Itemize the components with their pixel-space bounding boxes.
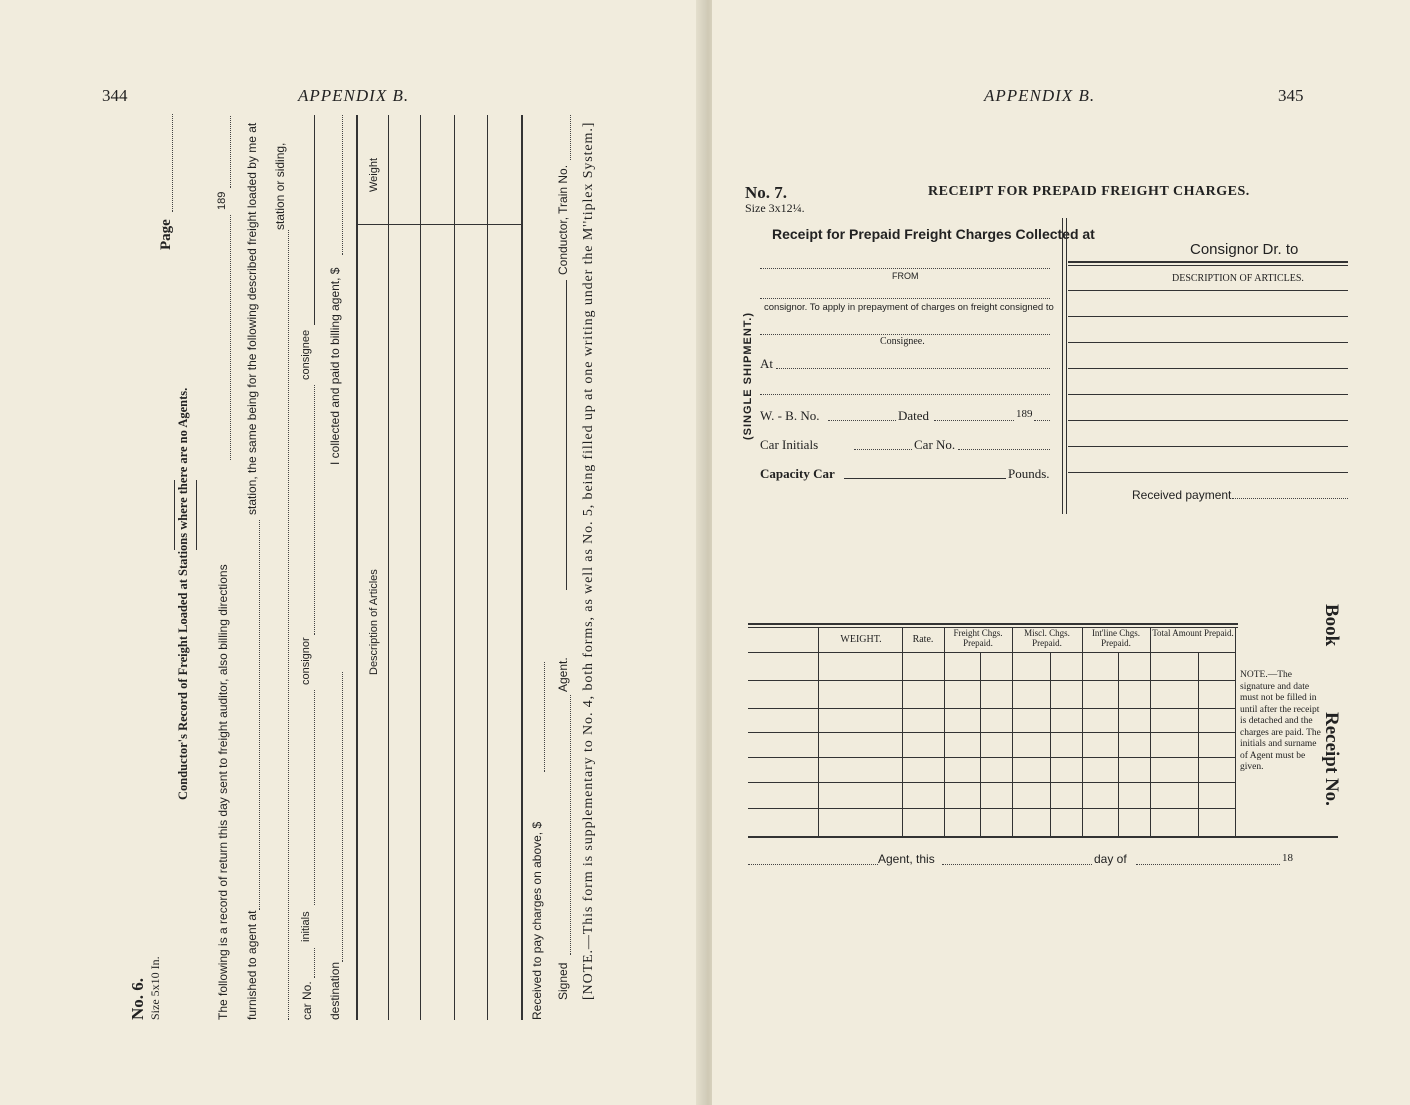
- year-label-7: 189: [1016, 408, 1033, 420]
- col-description: Description of Articles: [368, 569, 380, 675]
- received-payment-label: Received payment: [1132, 488, 1232, 502]
- form-number-7: No. 7.: [745, 183, 788, 202]
- station-siding: station or siding,: [273, 142, 287, 230]
- conductor-label: Conductor, Train No.: [556, 164, 570, 275]
- pounds-label: Pounds.: [1008, 466, 1050, 481]
- th-total: Total Amount Prepaid.: [1152, 628, 1234, 638]
- consignee-label: consignee: [300, 329, 312, 380]
- table-note: NOTE.—The signature and date must not be filled in until after the receipt is detached and the charges are paid. The initials and surname of Agent must be given.: [1240, 670, 1321, 772]
- description-label: DESCRIPTION OF ARTICLES.: [1172, 273, 1304, 284]
- car-initials-label: Car Initials: [760, 437, 819, 452]
- form-no-6: [120, 110, 620, 1020]
- signed-label: Signed: [556, 962, 570, 1000]
- receipt-no-label: Receipt No.: [1321, 712, 1342, 806]
- form-size-7: Size 3x12¼.: [745, 201, 805, 215]
- year-end-label: 18: [1282, 852, 1293, 864]
- year-label: 189: [216, 191, 228, 210]
- capacity-label: Capacity Car: [760, 466, 835, 481]
- running-head-left: APPENDIX B.: [298, 86, 410, 105]
- station-line: station, the same being for the following described freight loaded by me at: [245, 122, 259, 515]
- form-note: [NOTE.—This form is supplementary to No. 4, both forms, as well as No. 5, being filled up at one writing under the M''tiplex System.]: [581, 121, 596, 1000]
- page-number-left: 344: [102, 86, 128, 105]
- th-freight: Freight Chgs. Prepaid.: [953, 628, 1003, 648]
- running-head-right: APPENDIX B.: [984, 86, 1096, 105]
- th-rate: Rate.: [912, 634, 934, 645]
- th-intline: Int'line Chgs. Prepaid.: [1091, 628, 1141, 648]
- th-weight: WEIGHT.: [840, 634, 882, 645]
- consignor-line: consignor. To apply in prepayment of charges on freight consigned to: [764, 302, 1054, 313]
- car-no-label: car No.: [300, 981, 314, 1020]
- destination-label: destination: [328, 961, 342, 1020]
- record-line: The following is a record of return this day sent to freight auditor, also billing directions: [216, 564, 230, 1020]
- collected-label: I collected and paid to billing agent, $: [328, 267, 342, 465]
- consignee-label-7: Consignee.: [880, 336, 925, 347]
- page-label: Page: [158, 219, 174, 250]
- dated-label: Dated: [898, 408, 930, 423]
- consignor-dr-label: Consignor Dr. to: [1190, 241, 1299, 258]
- consignor-label: consignor: [300, 637, 312, 685]
- agent-label: Agent.: [556, 657, 570, 692]
- car-no-label-7: Car No.: [914, 437, 956, 452]
- at-label: At: [760, 356, 773, 371]
- agent-at-label: furnished to agent at: [245, 910, 259, 1020]
- wb-no-label: W. - B. No.: [760, 408, 820, 423]
- initials-label: initials: [300, 911, 312, 942]
- single-shipment-label: (SINGLE SHIPMENT.): [742, 311, 754, 440]
- th-miscl: Miscl. Chgs. Prepaid.: [1024, 628, 1070, 648]
- agent-this-label: Agent, this: [878, 852, 935, 866]
- form-title: Conductor's Record of Freight Loaded at Stations where there are no Agents.: [176, 387, 190, 800]
- page-number-right: 345: [1278, 86, 1304, 105]
- from-label: FROM: [892, 271, 919, 281]
- form-title-7: RECEIPT FOR PREPAID FREIGHT CHARGES.: [928, 184, 1250, 199]
- col-weight: Weight: [368, 157, 380, 192]
- right-page: [712, 0, 1410, 1105]
- left-page: [0, 0, 700, 1105]
- day-of-label: day of: [1094, 852, 1127, 866]
- received-label: Received to pay charges on above, $: [530, 821, 544, 1020]
- form-number: No. 6.: [128, 977, 147, 1020]
- book-label: Book: [1321, 604, 1342, 647]
- form-size: Size 5x10 In.: [148, 956, 162, 1020]
- receipt-subtitle: Receipt for Prepaid Freight Charges Collected at: [772, 226, 1095, 242]
